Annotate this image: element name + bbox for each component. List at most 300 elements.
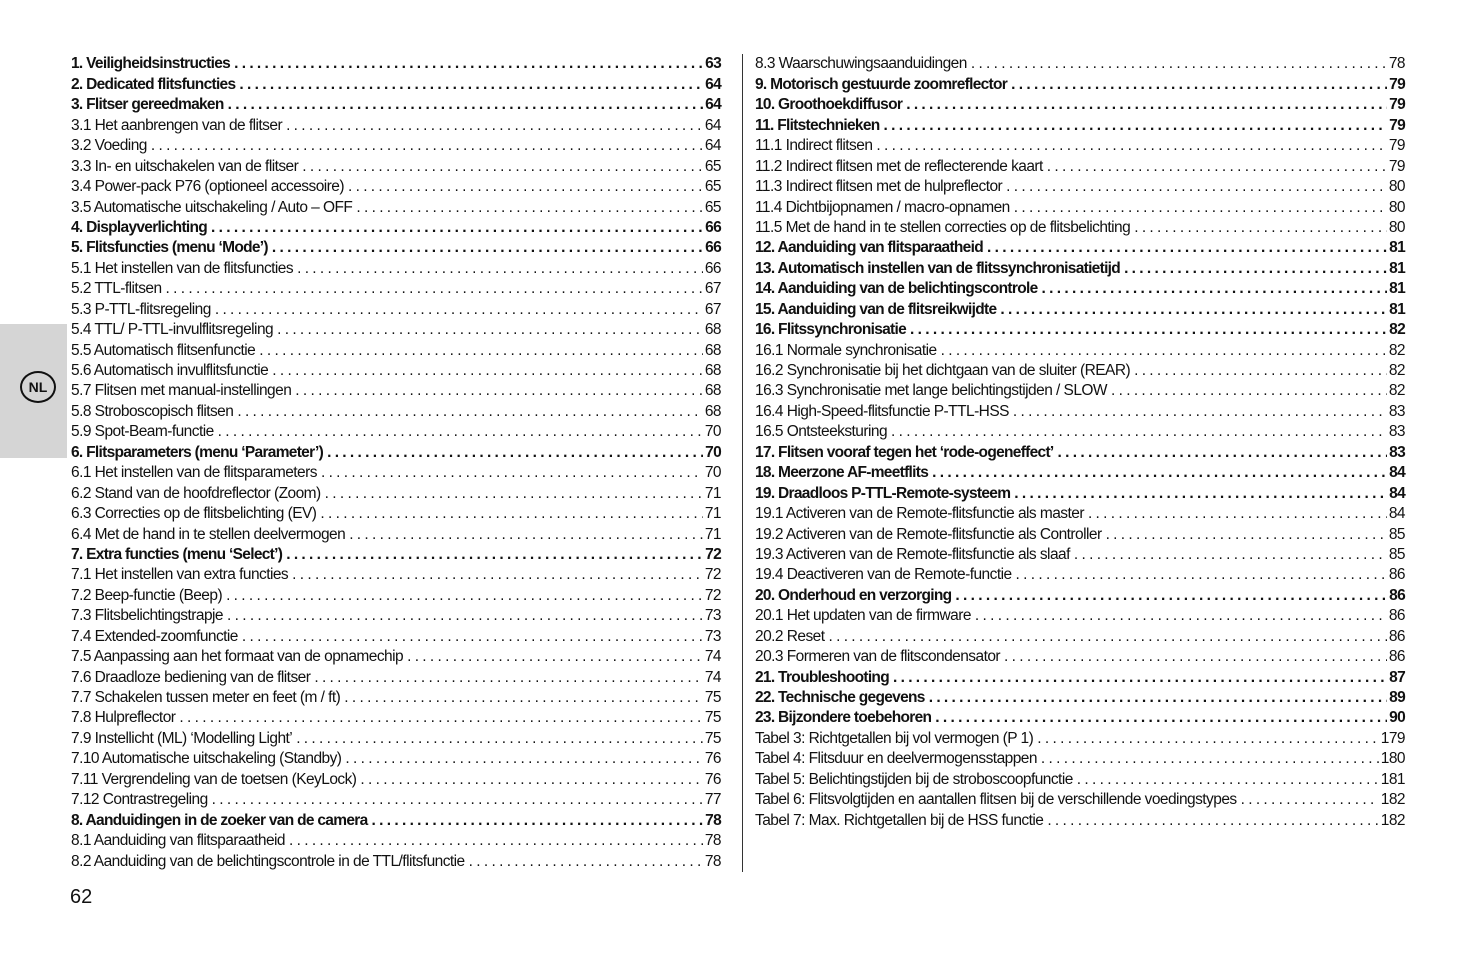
toc-entry-title: 7.11 Vergrendeling van de toetsen (KeyLock) <box>71 770 357 788</box>
toc-entry-title: 5. Flitsfuncties (menu ‘Mode’) <box>71 239 268 257</box>
toc-entry-title: 3.5 Automatische uitschakeling / Auto – OFF <box>71 198 353 216</box>
toc-entry-title: 20.2 Reset <box>755 627 825 645</box>
toc-entry <box>755 808 1405 828</box>
toc-entry-title: 18. Meerzone AF-meetflits <box>755 464 929 482</box>
toc-leader-dots <box>348 178 703 195</box>
toc-entry-title: 23. Bijzondere toebehoren <box>755 709 932 727</box>
toc-entry <box>755 747 1405 767</box>
toc-entry-page: 70 <box>704 423 721 441</box>
toc-entry-title: 6. Flitsparameters (menu ‘Parameter’) <box>71 443 324 461</box>
toc-leader-dots <box>1241 791 1379 808</box>
toc-entry-title: 5.5 Automatisch flitsenfunctie <box>71 341 256 359</box>
toc-entry-page: 72 <box>705 545 721 563</box>
toc-entry-page: 67 <box>704 300 721 318</box>
toc-leader-dots <box>297 260 703 277</box>
toc-entry-title: 13. Automatisch instellen van de flitssynchronisatietijd <box>755 259 1121 277</box>
toc-entry-title: 14. Aanduiding van de belichtingscontrole <box>755 280 1038 298</box>
toc-entry <box>71 665 721 685</box>
toc-entry <box>755 583 1405 603</box>
toc-entry-title: 17. Flitsen vooraf tegen het ‘rode-ogeneffect’ <box>755 443 1054 461</box>
toc-leader-dots <box>286 546 703 563</box>
toc-leader-dots <box>929 689 1387 706</box>
toc-entry-title: 16.5 Ontsteeksturing <box>755 423 888 441</box>
toc-entry <box>755 706 1405 726</box>
toc-leader-dots <box>166 280 703 297</box>
toc-leader-dots <box>212 791 703 808</box>
toc-leader-dots <box>314 669 703 686</box>
toc-entry <box>71 420 721 440</box>
toc-entry-title: 11.4 Dichtbijopnamen / macro-opnamen <box>755 198 1010 216</box>
toc-leader-dots <box>1124 260 1387 277</box>
toc-leader-dots <box>1037 730 1379 747</box>
toc-entry-title: 3.1 Het aanbrengen van de flitser <box>71 116 283 134</box>
toc-leader-dots <box>910 321 1387 338</box>
toc-entry-page: 182 <box>1380 811 1405 829</box>
toc-entry <box>755 624 1405 644</box>
toc-entry-title: 19. Draadloos P-TTL-Remote-systeem <box>755 484 1011 502</box>
toc-entry-title: 3.2 Voeding <box>71 137 147 155</box>
toc-entry <box>755 216 1405 236</box>
toc-entry-page: 83 <box>1388 423 1405 441</box>
toc-entry <box>71 706 721 726</box>
toc-entry-page: 65 <box>704 198 721 216</box>
toc-leader-dots <box>469 853 703 870</box>
toc-leader-dots <box>228 96 704 113</box>
toc-entry-page: 68 <box>704 362 721 379</box>
toc-entry-page: 72 <box>704 566 721 584</box>
toc-entry <box>71 440 721 460</box>
toc-entry <box>71 849 721 869</box>
toc-entry-page: 64 <box>705 75 721 93</box>
toc-entry-title: 5.3 P-TTL-flitsregeling <box>71 300 211 318</box>
toc-entry-page: 182 <box>1380 791 1405 809</box>
toc-entry-page: 85 <box>1388 545 1405 563</box>
toc-entry-page: 76 <box>704 770 721 788</box>
toc-entry-page: 82 <box>1388 382 1405 400</box>
toc-entry-title: 8.2 Aanduiding van de belichtingscontrole in de TTL/flitsfunctie <box>71 852 465 870</box>
toc-leader-dots <box>955 587 1387 604</box>
toc-leader-dots <box>1016 566 1387 583</box>
toc-entry-page: 89 <box>1389 689 1405 706</box>
toc-entry <box>755 379 1405 399</box>
toc-entry-page: 83 <box>1389 443 1405 461</box>
toc-entry-page: 68 <box>704 341 721 359</box>
toc-entry-title: 7.2 Beep-functie (Beep) <box>71 586 223 604</box>
toc-entry-page: 86 <box>1388 648 1405 666</box>
toc-leader-dots <box>302 158 703 175</box>
toc-entry <box>71 256 721 276</box>
toc-leader-dots <box>237 403 703 420</box>
toc-leader-dots <box>321 464 703 481</box>
toc-entry-title: 5.9 Spot-Beam-functie <box>71 423 214 441</box>
toc-entry-title: 15. Aanduiding van de flitsreikwijdte <box>755 300 997 318</box>
toc-entry <box>755 318 1405 338</box>
toc-entry-title: 7.7 Schakelen tussen meter en feet (m / ft) <box>71 689 341 706</box>
toc-entry <box>71 154 721 174</box>
toc-leader-dots <box>344 689 703 706</box>
toc-entry-title: 20. Onderhoud en verzorging <box>755 586 952 604</box>
toc-entry-page: 81 <box>1389 259 1405 277</box>
toc-entry <box>71 134 721 154</box>
toc-leader-dots <box>1013 403 1387 420</box>
toc-entry-title: 4. Displayverlichting <box>71 218 208 236</box>
toc-entry-page: 65 <box>704 178 721 196</box>
toc-entry-title: 5.6 Automatisch invulflitsfunctie <box>71 362 269 379</box>
toc-entry-page: 63 <box>705 55 721 73</box>
toc-leader-dots <box>1014 485 1387 502</box>
toc-entry-page: 73 <box>704 627 721 645</box>
toc-entry <box>755 277 1405 297</box>
toc-entry-page: 67 <box>704 280 721 298</box>
toc-entry <box>755 767 1405 787</box>
toc-entry-page: 81 <box>1389 239 1405 257</box>
toc-entry-page: 84 <box>1389 464 1405 482</box>
toc-entry-title: 19.1 Activeren van de Remote-flitsfunctie als master <box>755 505 1084 523</box>
toc-entry-page: 86 <box>1388 566 1405 584</box>
toc-entry-page: 71 <box>704 525 721 543</box>
toc-leader-dots <box>360 771 702 788</box>
toc-leader-dots <box>286 117 703 134</box>
toc-entry <box>755 113 1405 133</box>
toc-entry <box>71 52 721 72</box>
toc-entry <box>755 359 1405 379</box>
toc-entry-title: 7.5 Aanpassing aan het formaat van de opnamechip <box>71 648 404 666</box>
toc-entry-title: 3.4 Power-pack P76 (optioneel accessoire) <box>71 178 344 196</box>
toc-entry-title: 5.7 Flitsen met manual-instellingen <box>71 382 292 400</box>
toc-entry <box>755 788 1405 808</box>
toc-entry <box>71 113 721 133</box>
toc-entry-title: 6.3 Correcties op de flitsbelichting (EV) <box>71 505 317 523</box>
toc-entry <box>755 256 1405 276</box>
toc-entry-title: 19.2 Activeren van de Remote-flitsfunctie als Controller <box>755 525 1102 543</box>
toc-entry-title: 7.3 Flitsbelichtingstrapje <box>71 607 223 625</box>
toc-entry-title: Tabel 3: Richtgetallen bij vol vermogen (P 1) <box>755 729 1034 747</box>
toc-entry <box>71 72 721 92</box>
toc-leader-dots <box>349 526 703 543</box>
toc-entry-page: 74 <box>704 648 721 666</box>
toc-entry <box>71 195 721 215</box>
toc-leader-dots <box>1134 219 1387 236</box>
toc-entry-page: 84 <box>1388 505 1405 523</box>
toc-entry-title: 8.3 Waarschuwingsaanduidingen <box>755 55 967 73</box>
toc-right-column <box>755 52 1405 829</box>
toc-entry-page: 64 <box>704 137 721 155</box>
toc-leader-dots <box>226 587 703 604</box>
toc-entry <box>71 583 721 603</box>
toc-entry-page: 85 <box>1388 525 1405 543</box>
toc-entry-page: 181 <box>1380 770 1405 788</box>
toc-entry-title: 2. Dedicated flitsfuncties <box>71 75 236 93</box>
toc-entry-title: 11.3 Indirect flitsen met de hulpreflector <box>755 178 1003 196</box>
toc-entry-title: 11.2 Indirect flitsen met de reflecterende kaart <box>755 157 1043 175</box>
toc-entry <box>71 277 721 297</box>
toc-entry <box>755 563 1405 583</box>
toc-leader-dots <box>234 55 703 72</box>
toc-leader-dots <box>345 750 702 767</box>
toc-leader-dots <box>1088 505 1387 522</box>
toc-entry-title: 7.1 Het instellen van extra functies <box>71 566 289 584</box>
toc-leader-dots <box>372 812 704 829</box>
toc-entry <box>71 808 721 828</box>
toc-entry <box>71 216 721 236</box>
toc-leader-dots <box>407 648 703 665</box>
toc-entry-page: 86 <box>1388 627 1405 645</box>
toc-entry-page: 179 <box>1380 729 1405 747</box>
toc-leader-dots <box>259 342 703 359</box>
toc-leader-dots <box>987 239 1387 256</box>
toc-entry-title: 6.1 Het instellen van de flitsparameters <box>71 464 317 482</box>
toc-leader-dots <box>893 669 1387 686</box>
toc-entry <box>71 236 721 256</box>
toc-entry <box>71 686 721 706</box>
toc-leader-dots <box>295 382 703 399</box>
toc-entry-page: 64 <box>704 116 721 134</box>
toc-entry-title: Tabel 7: Max. Richtgetallen bij de HSS functie <box>755 811 1044 829</box>
toc-entry-title: 7.9 Instellicht (ML) ‘Modelling Light’ <box>71 729 293 747</box>
toc-entry-page: 180 <box>1380 750 1405 768</box>
toc-entry-title: 5.4 TTL/ P-TTL-invulflitsregeling <box>71 321 274 339</box>
toc-entry-title: 8. Aanduidingen in de zoeker van de camera <box>71 811 368 829</box>
toc-leader-dots <box>272 362 703 379</box>
toc-entry-title: 12. Aanduiding van flitsparaatheid <box>755 239 983 257</box>
toc-entry <box>71 338 721 358</box>
toc-entry <box>755 543 1405 563</box>
toc-entry <box>71 767 721 787</box>
toc-leader-dots <box>1014 199 1387 216</box>
toc-entry <box>755 52 1405 72</box>
toc-entry-page: 70 <box>704 464 721 482</box>
toc-entry <box>71 522 721 542</box>
toc-leader-dots <box>289 832 703 849</box>
toc-leader-dots <box>891 423 1387 440</box>
toc-leader-dots <box>1058 444 1388 461</box>
toc-entry-page: 78 <box>704 852 721 870</box>
toc-entry-title: 3. Flitser gereedmaken <box>71 96 224 114</box>
toc-entry-title: 22. Technische gegevens <box>755 689 925 706</box>
toc-entry-page: 84 <box>1389 484 1405 502</box>
toc-leader-dots <box>1106 526 1387 543</box>
toc-entry <box>755 604 1405 624</box>
toc-entry-page: 80 <box>1388 218 1405 236</box>
toc-entry-title: 21. Troubleshooting <box>755 668 889 686</box>
toc-entry-page: 87 <box>1389 668 1405 686</box>
toc-entry <box>755 236 1405 256</box>
toc-entry <box>755 461 1405 481</box>
toc-leader-dots <box>356 199 702 216</box>
toc-entry <box>71 379 721 399</box>
toc-entry-page: 86 <box>1388 607 1405 625</box>
toc-entry-title: 20.3 Formeren van de flitscondensator <box>755 648 1001 666</box>
toc-entry-page: 90 <box>1389 709 1405 727</box>
toc-entry <box>755 195 1405 215</box>
toc-entry <box>755 72 1405 92</box>
toc-entry-page: 75 <box>704 689 721 706</box>
toc-entry-title: 11.1 Indirect flitsen <box>755 137 873 155</box>
toc-leader-dots <box>935 709 1387 726</box>
toc-leader-dots <box>1006 178 1387 195</box>
toc-entry <box>71 829 721 849</box>
toc-leader-dots <box>941 342 1387 359</box>
toc-leader-dots <box>828 628 1386 645</box>
toc-entry <box>755 93 1405 113</box>
toc-entry-page: 79 <box>1389 116 1405 134</box>
toc-leader-dots <box>218 423 703 440</box>
toc-entry-title: 7.8 Hulpreflector <box>71 709 176 727</box>
toc-entry <box>71 563 721 583</box>
toc-entry-title: 11. Flitstechnieken <box>755 116 880 134</box>
toc-entry <box>71 318 721 338</box>
toc-entry <box>755 481 1405 501</box>
toc-entry <box>71 461 721 481</box>
toc-entry-page: 76 <box>704 750 721 768</box>
toc-entry-page: 82 <box>1388 362 1405 379</box>
toc-entry-title: 1. Veiligheidsinstructies <box>71 55 231 73</box>
toc-leader-dots <box>932 464 1387 481</box>
toc-entry-page: 78 <box>1388 55 1405 73</box>
toc-leader-dots <box>884 117 1388 134</box>
toc-entry <box>755 399 1405 419</box>
toc-entry-page: 79 <box>1388 157 1405 175</box>
toc-left-column <box>71 52 721 870</box>
toc-entry <box>71 788 721 808</box>
toc-entry-page: 78 <box>705 811 721 829</box>
toc-leader-dots <box>272 239 703 256</box>
toc-entry-title: 19.3 Activeren van de Remote-flitsfunctie als slaaf <box>755 545 1070 563</box>
toc-entry-title: 6.2 Stand van de hoofdreflector (Zoom) <box>71 484 321 502</box>
language-badge: NL <box>20 371 56 403</box>
toc-entry <box>755 726 1405 746</box>
toc-entry <box>71 175 721 195</box>
toc-leader-dots <box>971 55 1387 72</box>
column-divider <box>742 54 743 872</box>
toc-entry-title: 3.3 In- en uitschakelen van de flitser <box>71 157 299 175</box>
toc-entry-title: 5.8 Stroboscopisch flitsen <box>71 402 234 420</box>
toc-entry-page: 70 <box>705 443 721 461</box>
toc-leader-dots <box>1042 280 1388 297</box>
toc-leader-dots <box>1134 362 1387 379</box>
toc-leader-dots <box>239 76 703 93</box>
toc-entry-title: 9. Motorisch gestuurde zoomreflector <box>755 75 1008 93</box>
toc-entry-page: 79 <box>1389 96 1405 114</box>
toc-leader-dots <box>277 321 703 338</box>
toc-entry-page: 80 <box>1388 198 1405 216</box>
toc-entry-title: 7.12 Contrastregeling <box>71 791 208 809</box>
toc-entry <box>71 481 721 501</box>
toc-entry-page: 68 <box>704 402 721 420</box>
toc-entry <box>71 297 721 317</box>
toc-entry <box>71 543 721 563</box>
toc-entry-title: 7.10 Automatische uitschakeling (Standby) <box>71 750 342 768</box>
toc-entry-page: 64 <box>705 96 721 114</box>
toc-entry-title: Tabel 4: Flitsduur en deelvermogensstappen <box>755 750 1037 768</box>
toc-entry-title: 6.4 Met de hand in te stellen deelvermogen <box>71 525 346 543</box>
toc-leader-dots <box>211 219 703 236</box>
toc-leader-dots <box>1004 648 1387 665</box>
toc-entry-page: 75 <box>704 729 721 747</box>
toc-entry <box>71 399 721 419</box>
toc-leader-dots <box>975 607 1387 624</box>
toc-entry <box>71 726 721 746</box>
toc-entry-page: 82 <box>1389 321 1405 339</box>
toc-leader-dots <box>1077 771 1379 788</box>
toc-entry-title: 16. Flitssynchronisatie <box>755 321 907 339</box>
toc-leader-dots <box>1074 546 1387 563</box>
toc-entry-title: 16.1 Normale synchronisatie <box>755 341 937 359</box>
toc-entry-title: Tabel 6: Flitsvolgtijden en aantallen flitsen bij de verschillende voedingstypes <box>755 791 1237 809</box>
toc-entry-page: 68 <box>704 321 721 339</box>
toc-leader-dots <box>1011 76 1387 93</box>
toc-entry-title: 5.1 Het instellen van de flitsfuncties <box>71 259 294 277</box>
toc-entry-title: 16.2 Synchronisatie bij het dichtgaan van de sluiter (REAR) <box>755 362 1131 379</box>
toc-leader-dots <box>296 730 703 747</box>
toc-leader-dots <box>292 566 703 583</box>
toc-entry-page: 66 <box>705 239 721 257</box>
toc-entry-title: 16.3 Synchronisatie met lange belichtingstijden / SLOW <box>755 382 1107 400</box>
toc-entry <box>755 338 1405 358</box>
toc-leader-dots <box>906 96 1387 113</box>
toc-entry <box>71 93 721 113</box>
toc-entry <box>755 420 1405 440</box>
toc-entry-title: 19.4 Deactiveren van de Remote-functie <box>755 566 1012 584</box>
toc-entry-page: 74 <box>704 668 721 686</box>
toc-entry-page: 65 <box>704 157 721 175</box>
toc-entry <box>71 502 721 522</box>
toc-leader-dots <box>327 444 703 461</box>
toc-leader-dots <box>325 485 703 502</box>
toc-entry-page: 83 <box>1388 402 1405 420</box>
toc-leader-dots <box>242 628 703 645</box>
toc-entry-page: 72 <box>704 586 721 604</box>
toc-entry <box>71 747 721 767</box>
toc-entry <box>71 624 721 644</box>
toc-leader-dots <box>1047 812 1378 829</box>
toc-entry-page: 82 <box>1388 341 1405 359</box>
toc-entry <box>71 359 721 379</box>
toc-entry-title: 10. Groothoekdiffusor <box>755 96 903 114</box>
page-number: 62 <box>70 886 93 908</box>
toc-entry-page: 66 <box>705 218 721 236</box>
toc-leader-dots <box>179 709 702 726</box>
toc-entry <box>755 154 1405 174</box>
toc-entry-title: Tabel 5: Belichtingstijden bij de stroboscoopfunctie <box>755 770 1073 788</box>
toc-entry-page: 71 <box>704 505 721 523</box>
toc-entry-page: 86 <box>1389 586 1405 604</box>
toc-entry-title: 7. Extra functies (menu ‘Select’) <box>71 545 283 563</box>
toc-entry-page: 79 <box>1388 137 1405 155</box>
toc-leader-dots <box>1111 382 1387 399</box>
toc-leader-dots <box>320 505 702 522</box>
toc-entry <box>71 645 721 665</box>
toc-leader-dots <box>227 607 703 624</box>
toc-entry-page: 79 <box>1389 75 1405 93</box>
toc-entry <box>755 665 1405 685</box>
toc-entry-title: 20.1 Het updaten van de firmware <box>755 607 971 625</box>
toc-entry <box>755 297 1405 317</box>
toc-entry-page: 78 <box>704 832 721 850</box>
toc-entry-page: 68 <box>704 382 721 400</box>
toc-leader-dots <box>876 137 1386 154</box>
toc-entry-page: 73 <box>704 607 721 625</box>
toc-entry-page: 80 <box>1388 178 1405 196</box>
toc-entry-page: 75 <box>704 709 721 727</box>
toc-entry <box>71 604 721 624</box>
toc-leader-dots <box>151 137 703 154</box>
toc-entry-title: 7.6 Draadloze bediening van de flitser <box>71 668 311 686</box>
toc-leader-dots <box>215 301 703 318</box>
toc-entry <box>755 502 1405 522</box>
toc-entry-title: 16.4 High-Speed-flitsfunctie P-TTL-HSS <box>755 402 1009 420</box>
toc-leader-dots <box>1000 301 1387 318</box>
